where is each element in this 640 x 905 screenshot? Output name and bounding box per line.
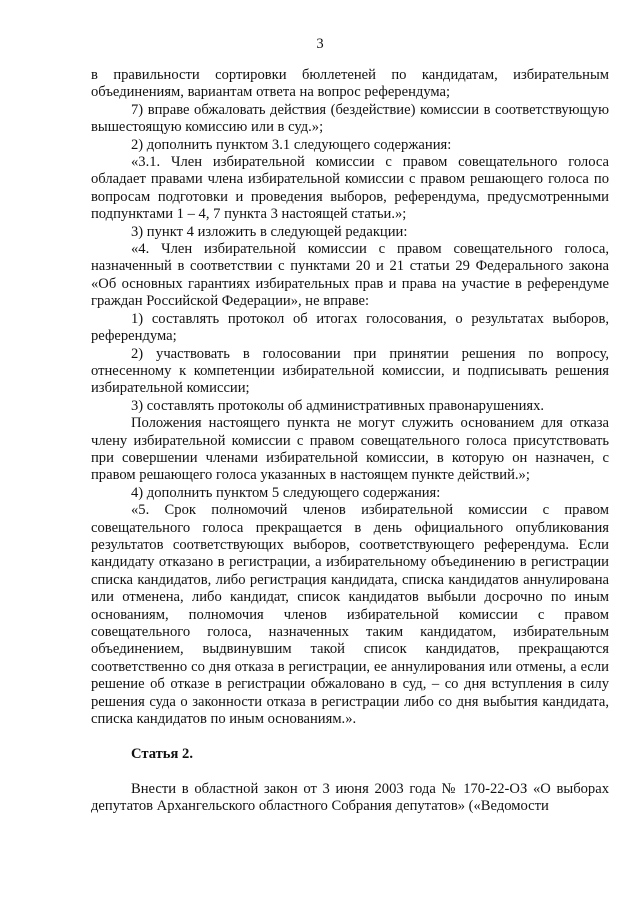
paragraph: Положения настоящего пункта не могут служить основанием для отказа члену избирательной комиссии с правом совещательного голоса присутствовать при совершении членами избирательной комиссии, в которую он назначен, с правом решающего голоса указанных в настоящем пункте действий.»; xyxy=(91,415,609,484)
paragraph: «3.1. Член избирательной комиссии с правом совещательного голоса обладает правами члена избирательной комиссии с правом решающего голоса по вопросам подготовки и проведения выборов, референдума, предусмотренными подпунктами 1 – 4, 7 пункта 3 настоящей статьи.»; xyxy=(91,154,609,223)
paragraph: 4) дополнить пунктом 5 следующего содержания: xyxy=(131,484,441,501)
paragraph: «5. Срок полномочий членов избирательной комиссии с правом совещательного голоса прекращается в день официального опубликования результатов соответствующих выборов, соответствующего референдума. Если кандидату отказано в регистрации, а избирательному объединению в регистрации списка кандидатов, либо регистрация кандидата, списка кандидатов аннулирована или отменена, либо кандидат, список кандидатов выбыли досрочно по иным основаниям, полномочия членов избирательной комиссии с правом совещательного голоса, назначенных таким кандидатом, избирательным объединением, выдвинувшим такой список кандидатов, прекращаются соответственно со дня отказа в регистрации, ее аннулирования или отмены, а если решение об отказе в регистрации обжаловано в суд, – со дня вступления в силу решения суда о законности отказа в регистрации либо со дня выбытия кандидата, списка кандидатов по иным основаниям.». xyxy=(91,502,609,728)
paragraph: 3) пункт 4 изложить в следующей редакции: xyxy=(131,223,408,240)
page-number: 3 xyxy=(316,36,324,52)
paragraph: Внести в областной закон от 3 июня 2003 года № 170-22-ОЗ «О выборах депутатов Архангельского областного Собрания депутатов» («Ведомости xyxy=(91,780,609,815)
paragraph: в правильности сортировки бюллетеней по кандидатам, избирательным объединениям, вариантам ответа на вопрос референдума; xyxy=(91,67,609,101)
paragraph: 7) вправе обжаловать действия (бездействие) комиссии в соответствующую вышестоящую комиссию или в суд.»; xyxy=(91,101,609,136)
paragraph: 3) составлять протоколы об административных правонарушениях. xyxy=(131,397,545,414)
paragraph: «4. Член избирательной комиссии с правом совещательного голоса, назначенный в соответствии с пунктами 20 и 21 статьи 29 Федерального закона «Об основных гарантиях избирательных прав и права на участие в референдуме граждан Российской Федерации», не вправе: xyxy=(91,241,609,310)
paragraph: 2) дополнить пунктом 3.1 следующего содержания: xyxy=(131,136,452,153)
paragraph: 2) участвовать в голосовании при принятии решения по вопросу, отнесенному к компетенции избирательной комиссии, и подписывать решения избирательной комиссии; xyxy=(91,345,609,397)
paragraph: 1) составлять протокол об итогах голосования, о результатах выборов, референдума; xyxy=(91,310,609,345)
document-body xyxy=(91,67,609,815)
article-heading: Статья 2. xyxy=(131,745,193,762)
spacer xyxy=(91,763,609,780)
spacer xyxy=(91,728,609,745)
